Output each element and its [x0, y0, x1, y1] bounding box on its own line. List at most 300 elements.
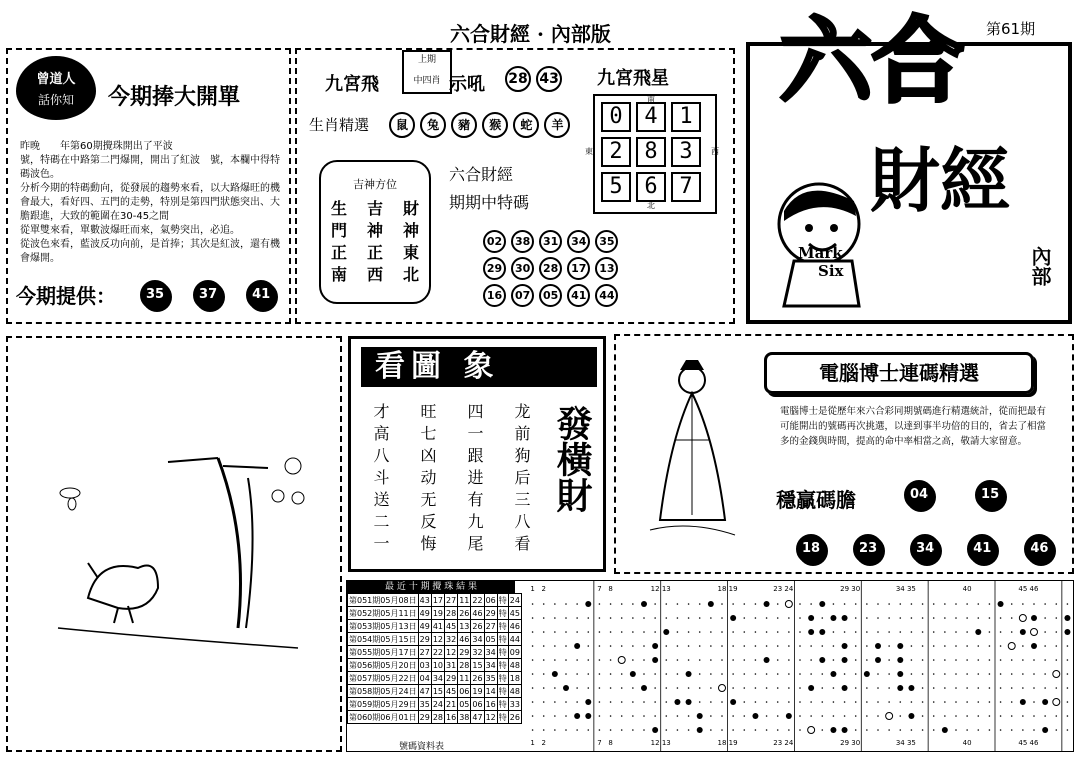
empty-dot: [599, 617, 601, 619]
empty-dot: [844, 715, 846, 717]
steady-ball: 04: [904, 480, 934, 510]
drawn-dot: [786, 713, 792, 719]
empty-dot: [632, 631, 634, 633]
empty-dot: [654, 673, 656, 675]
empty-dot: [688, 659, 690, 661]
table-row: [348, 711, 522, 724]
empty-dot: [866, 645, 868, 647]
empty-dot: [799, 603, 801, 605]
special-ball: 34: [567, 230, 590, 253]
empty-dot: [1000, 617, 1002, 619]
empty-dot: [610, 701, 612, 703]
empty-dot: [955, 645, 957, 647]
strip-number: 34: [895, 585, 905, 593]
strip-number: 2: [541, 739, 546, 747]
empty-dot: [576, 659, 578, 661]
doctor-text: 電腦博士是從歷年來六合彩同期號碼進行精選統計，從而把最有可能開出的號碼再次挑選，以達到事半功倍的目的，省去了相當多的金錢與時間，提高的命中率相當之高，敬請大家留意。: [780, 406, 1047, 447]
empty-dot: [543, 645, 545, 647]
empty-dot: [643, 729, 645, 731]
draw-number: 26: [472, 621, 483, 631]
empty-dot: [665, 659, 667, 661]
special-number: 48: [509, 660, 520, 670]
empty-dot: [833, 603, 835, 605]
drawn-dot: [697, 713, 703, 719]
empty-dot: [677, 659, 679, 661]
lucky-char: 正: [366, 243, 383, 262]
empty-dot: [777, 673, 779, 675]
draw-number: 04: [419, 673, 430, 683]
empty-dot: [1044, 603, 1046, 605]
empty-dot: [1022, 715, 1024, 717]
table-row: [348, 646, 522, 659]
special-mark: 特: [498, 660, 507, 670]
draw-label: 第058期05月24日: [349, 686, 417, 696]
empty-dot: [665, 701, 667, 703]
draw-number: 17: [432, 595, 444, 605]
empty-dot: [755, 645, 757, 647]
empty-dot: [721, 701, 723, 703]
strip-number: 45: [1018, 739, 1028, 747]
draw-number: 32: [446, 634, 457, 644]
empty-dot: [911, 673, 913, 675]
empty-dot: [977, 617, 979, 619]
empty-dot: [788, 729, 790, 731]
empty-dot: [922, 603, 924, 605]
special-number: 24: [509, 595, 520, 605]
empty-dot: [576, 729, 578, 731]
drawn-dot: [819, 601, 825, 607]
drawn-dot: [808, 629, 814, 635]
empty-dot: [755, 701, 757, 703]
empty-dot: [922, 659, 924, 661]
empty-dot: [576, 701, 578, 703]
draw-number: 34: [485, 647, 496, 657]
empty-dot: [777, 617, 779, 619]
empty-dot: [543, 603, 545, 605]
special-ball: 38: [511, 230, 534, 253]
empty-dot: [1011, 659, 1013, 661]
empty-dot: [610, 659, 612, 661]
empty-dot: [1044, 617, 1046, 619]
grid-cell: 8: [636, 137, 666, 167]
empty-dot: [721, 631, 723, 633]
empty-dot: [966, 617, 968, 619]
title-numbers: [505, 66, 562, 92]
empty-dot: [587, 729, 589, 731]
empty-dot: [922, 631, 924, 633]
empty-dot: [877, 701, 879, 703]
draw-number: 47: [419, 686, 430, 696]
strip-number: 1: [530, 585, 535, 593]
empty-dot: [966, 687, 968, 689]
zodiac-item: 豬: [451, 112, 477, 138]
empty-dot: [587, 645, 589, 647]
empty-dot: [933, 617, 935, 619]
empty-dot: [888, 645, 890, 647]
special-ball: 30: [511, 257, 534, 280]
empty-dot: [755, 673, 757, 675]
empty-dot: [565, 645, 567, 647]
empty-dot: [710, 729, 712, 731]
empty-dot: [1044, 659, 1046, 661]
logo-big-title: 六合: [780, 8, 965, 115]
empty-dot: [989, 603, 991, 605]
empty-dot: [599, 673, 601, 675]
drawn-dot: [830, 615, 836, 621]
empty-dot: [532, 687, 534, 689]
empty-dot: [989, 673, 991, 675]
empty-dot: [743, 631, 745, 633]
empty-dot: [576, 687, 578, 689]
history-section: [346, 580, 1074, 752]
empty-dot: [632, 715, 634, 717]
empty-dot: [565, 659, 567, 661]
draw-label: 第053期05月13日: [349, 621, 417, 631]
empty-dot: [888, 673, 890, 675]
empty-dot: [933, 603, 935, 605]
empty-dot: [911, 617, 913, 619]
table-row: [348, 685, 522, 698]
empty-dot: [632, 729, 634, 731]
drawn-dot: [708, 601, 714, 607]
empty-dot: [977, 603, 979, 605]
draw-number: 45: [446, 621, 457, 631]
draw-number: 06: [472, 699, 483, 709]
empty-dot: [610, 645, 612, 647]
empty-dot: [866, 603, 868, 605]
analysis-paragraph: 從波色來看，藍波反功向前，是首捧；其次是紅波，還有機會爆開。: [20, 239, 280, 264]
empty-dot: [599, 729, 601, 731]
empty-dot: [1055, 687, 1057, 689]
drawn-dot: [585, 699, 591, 705]
empty-dot: [866, 617, 868, 619]
empty-dot: [855, 687, 857, 689]
empty-dot: [732, 659, 734, 661]
draw-label: 第055期05月17日: [349, 647, 417, 657]
table-row: [348, 633, 522, 646]
empty-dot: [732, 603, 734, 605]
strip-number: 34: [895, 739, 905, 747]
draw-number: 26: [472, 673, 483, 683]
empty-dot: [699, 617, 701, 619]
special-ball: 28: [539, 257, 562, 280]
empty-dot: [844, 603, 846, 605]
strip-number: 12: [650, 585, 660, 593]
analysis-paragraph: 昨晚 年第60期攪珠開出了平波: [20, 141, 173, 152]
empty-dot: [1022, 603, 1024, 605]
empty-dot: [610, 729, 612, 731]
empty-dot: [1067, 715, 1069, 717]
empty-dot: [966, 729, 968, 731]
empty-dot: [821, 701, 823, 703]
drawn-dot: [552, 671, 558, 677]
empty-dot: [866, 687, 868, 689]
draw-number: 29: [419, 634, 430, 644]
empty-dot: [944, 701, 946, 703]
empty-dot: [543, 673, 545, 675]
strip-number: 46: [1029, 739, 1039, 747]
strip-number: 45: [1018, 585, 1028, 593]
empty-dot: [554, 659, 556, 661]
compass-west: 西: [711, 147, 719, 156]
empty-dot: [554, 715, 556, 717]
empty-dot: [788, 631, 790, 633]
empty-dot: [966, 645, 968, 647]
empty-dot: [677, 673, 679, 675]
seal-stamp: [402, 50, 452, 94]
empty-dot: [665, 603, 667, 605]
drawn-dot: [864, 671, 870, 677]
strip-number: 18: [717, 739, 727, 747]
empty-dot: [788, 659, 790, 661]
empty-dot: [1011, 603, 1013, 605]
draw-number: 38: [459, 712, 470, 722]
empty-dot: [766, 673, 768, 675]
empty-dot: [599, 603, 601, 605]
empty-dot: [899, 701, 901, 703]
empty-dot: [966, 701, 968, 703]
drawn-dot: [842, 615, 848, 621]
draw-number: 12: [485, 712, 496, 722]
strip-number: 46: [1029, 585, 1039, 593]
empty-dot: [866, 659, 868, 661]
lucky-char: 正: [330, 243, 347, 262]
strip-number: 7: [597, 739, 602, 747]
empty-dot: [944, 631, 946, 633]
empty-dot: [1044, 645, 1046, 647]
empty-dot: [1011, 673, 1013, 675]
special-number: 44: [509, 634, 520, 644]
empty-dot: [888, 701, 890, 703]
empty-dot: [1022, 659, 1024, 661]
empty-dot: [1055, 645, 1057, 647]
empty-dot: [532, 617, 534, 619]
empty-dot: [977, 715, 979, 717]
draw-number: 46: [459, 634, 470, 644]
empty-dot: [933, 673, 935, 675]
empty-dot: [922, 617, 924, 619]
draw-number: 15: [472, 660, 483, 670]
empty-dot: [1011, 687, 1013, 689]
special-mark: 特: [498, 621, 507, 631]
special-line1: 六合財經: [449, 165, 514, 184]
empty-dot: [699, 659, 701, 661]
empty-dot: [587, 673, 589, 675]
empty-dot: [632, 687, 634, 689]
empty-dot: [833, 659, 835, 661]
empty-dot: [543, 715, 545, 717]
empty-dot: [755, 617, 757, 619]
strip-number: 30: [851, 585, 861, 593]
empty-dot: [643, 645, 645, 647]
drawn-dot: [1020, 629, 1026, 635]
empty-dot: [1011, 631, 1013, 633]
special-dot: [808, 727, 815, 734]
empty-dot: [788, 673, 790, 675]
empty-dot: [899, 617, 901, 619]
empty-dot: [777, 645, 779, 647]
empty-dot: [599, 701, 601, 703]
empty-dot: [732, 631, 734, 633]
drawn-dot: [1042, 699, 1048, 705]
grid-cell: 6: [636, 172, 666, 202]
empty-dot: [654, 715, 656, 717]
empty-dot: [911, 701, 913, 703]
zodiac-item: 蛇: [513, 112, 539, 138]
empty-dot: [1000, 631, 1002, 633]
empty-dot: [933, 715, 935, 717]
empty-dot: [755, 687, 757, 689]
special-dot: [886, 713, 893, 720]
drawn-dot: [819, 657, 825, 663]
special-mark: 特: [498, 595, 507, 605]
draw-number: 14: [485, 686, 496, 696]
grid-cell: 0: [601, 102, 631, 132]
empty-dot: [821, 687, 823, 689]
lucky-char: 東: [402, 243, 419, 262]
empty-dot: [621, 715, 623, 717]
strip-number: 13: [661, 585, 671, 593]
empty-dot: [643, 659, 645, 661]
empty-dot: [621, 617, 623, 619]
strip-number: 8: [608, 739, 613, 747]
empty-dot: [665, 645, 667, 647]
empty-dot: [833, 687, 835, 689]
draw-number: 28: [459, 660, 470, 670]
empty-dot: [677, 603, 679, 605]
picture-guess-panel: [348, 336, 606, 572]
special-number: 33: [509, 699, 520, 709]
zodiac-label: 生肖精選: [309, 116, 370, 134]
drawn-dot: [574, 643, 580, 649]
empty-dot: [565, 631, 567, 633]
pick-ball: 41: [967, 534, 997, 564]
strip-number: 1: [530, 739, 535, 747]
empty-dot: [877, 715, 879, 717]
drawn-dot: [842, 727, 848, 733]
draw-number: 11: [459, 673, 470, 683]
empty-dot: [554, 631, 556, 633]
empty-dot: [1022, 673, 1024, 675]
empty-dot: [576, 631, 578, 633]
empty-dot: [688, 631, 690, 633]
drawn-dot: [652, 643, 658, 649]
empty-dot: [944, 659, 946, 661]
empty-dot: [766, 687, 768, 689]
empty-dot: [821, 617, 823, 619]
special-ball: 29: [483, 257, 506, 280]
draw-label: 第059期05月29日: [349, 699, 417, 709]
empty-dot: [1044, 715, 1046, 717]
drawn-dot: [897, 643, 903, 649]
empty-dot: [1000, 673, 1002, 675]
drawn-dot: [630, 671, 636, 677]
empty-dot: [688, 715, 690, 717]
empty-dot: [599, 645, 601, 647]
provide-ball: 35: [140, 280, 170, 310]
empty-dot: [643, 701, 645, 703]
empty-dot: [1022, 645, 1024, 647]
empty-dot: [888, 617, 890, 619]
nine-palace-grid: [585, 94, 719, 214]
drawn-dot: [764, 657, 770, 663]
empty-dot: [643, 673, 645, 675]
drawn-dot: [641, 601, 647, 607]
zodiac-item: 羊: [544, 112, 570, 138]
mark-text: Mark: [798, 244, 843, 262]
drawn-dot: [975, 629, 981, 635]
empty-dot: [821, 729, 823, 731]
empty-dot: [632, 645, 634, 647]
empty-dot: [565, 617, 567, 619]
empty-dot: [710, 687, 712, 689]
empty-dot: [654, 617, 656, 619]
empty-dot: [1067, 603, 1069, 605]
empty-dot: [1067, 673, 1069, 675]
special-mark: 特: [498, 686, 507, 696]
table-row: [348, 607, 522, 620]
empty-dot: [1000, 659, 1002, 661]
empty-dot: [554, 603, 556, 605]
doctor-title: 電腦博士連碼精選: [764, 352, 1034, 394]
empty-dot: [877, 617, 879, 619]
empty-dot: [743, 645, 745, 647]
empty-dot: [788, 701, 790, 703]
draw-number: 19: [472, 686, 483, 696]
drawn-dot: [1064, 615, 1070, 621]
empty-dot: [699, 603, 701, 605]
empty-dot: [955, 687, 957, 689]
drawn-dot: [897, 671, 903, 677]
empty-dot: [677, 715, 679, 717]
lucky-char: 西: [366, 265, 383, 284]
table-row: [348, 659, 522, 672]
history-title: 最 近 十 期 攪 珠 結 果: [347, 581, 515, 593]
draw-number: 26: [459, 608, 470, 618]
table-row: [348, 698, 522, 711]
empty-dot: [788, 645, 790, 647]
sage-illustration: [630, 350, 750, 550]
drawn-dot: [842, 685, 848, 691]
empty-dot: [721, 645, 723, 647]
empty-dot: [955, 617, 957, 619]
draw-label: 第054期05月15日: [349, 634, 417, 644]
empty-dot: [554, 645, 556, 647]
empty-dot: [877, 631, 879, 633]
special-number: 26: [509, 712, 520, 722]
empty-dot: [799, 687, 801, 689]
empty-dot: [911, 729, 913, 731]
empty-dot: [710, 645, 712, 647]
grid-cell: 4: [636, 102, 666, 132]
empty-dot: [966, 603, 968, 605]
empty-dot: [944, 645, 946, 647]
empty-dot: [710, 701, 712, 703]
steady-numbers: [904, 480, 1005, 510]
empty-dot: [922, 673, 924, 675]
draw-number: 34: [485, 660, 496, 670]
empty-dot: [610, 617, 612, 619]
empty-dot: [732, 645, 734, 647]
empty-dot: [610, 631, 612, 633]
strip-number: 35: [906, 739, 916, 747]
empty-dot: [1067, 645, 1069, 647]
empty-dot: [989, 729, 991, 731]
empty-dot: [688, 687, 690, 689]
empty-dot: [911, 659, 913, 661]
empty-dot: [732, 715, 734, 717]
empty-dot: [955, 603, 957, 605]
